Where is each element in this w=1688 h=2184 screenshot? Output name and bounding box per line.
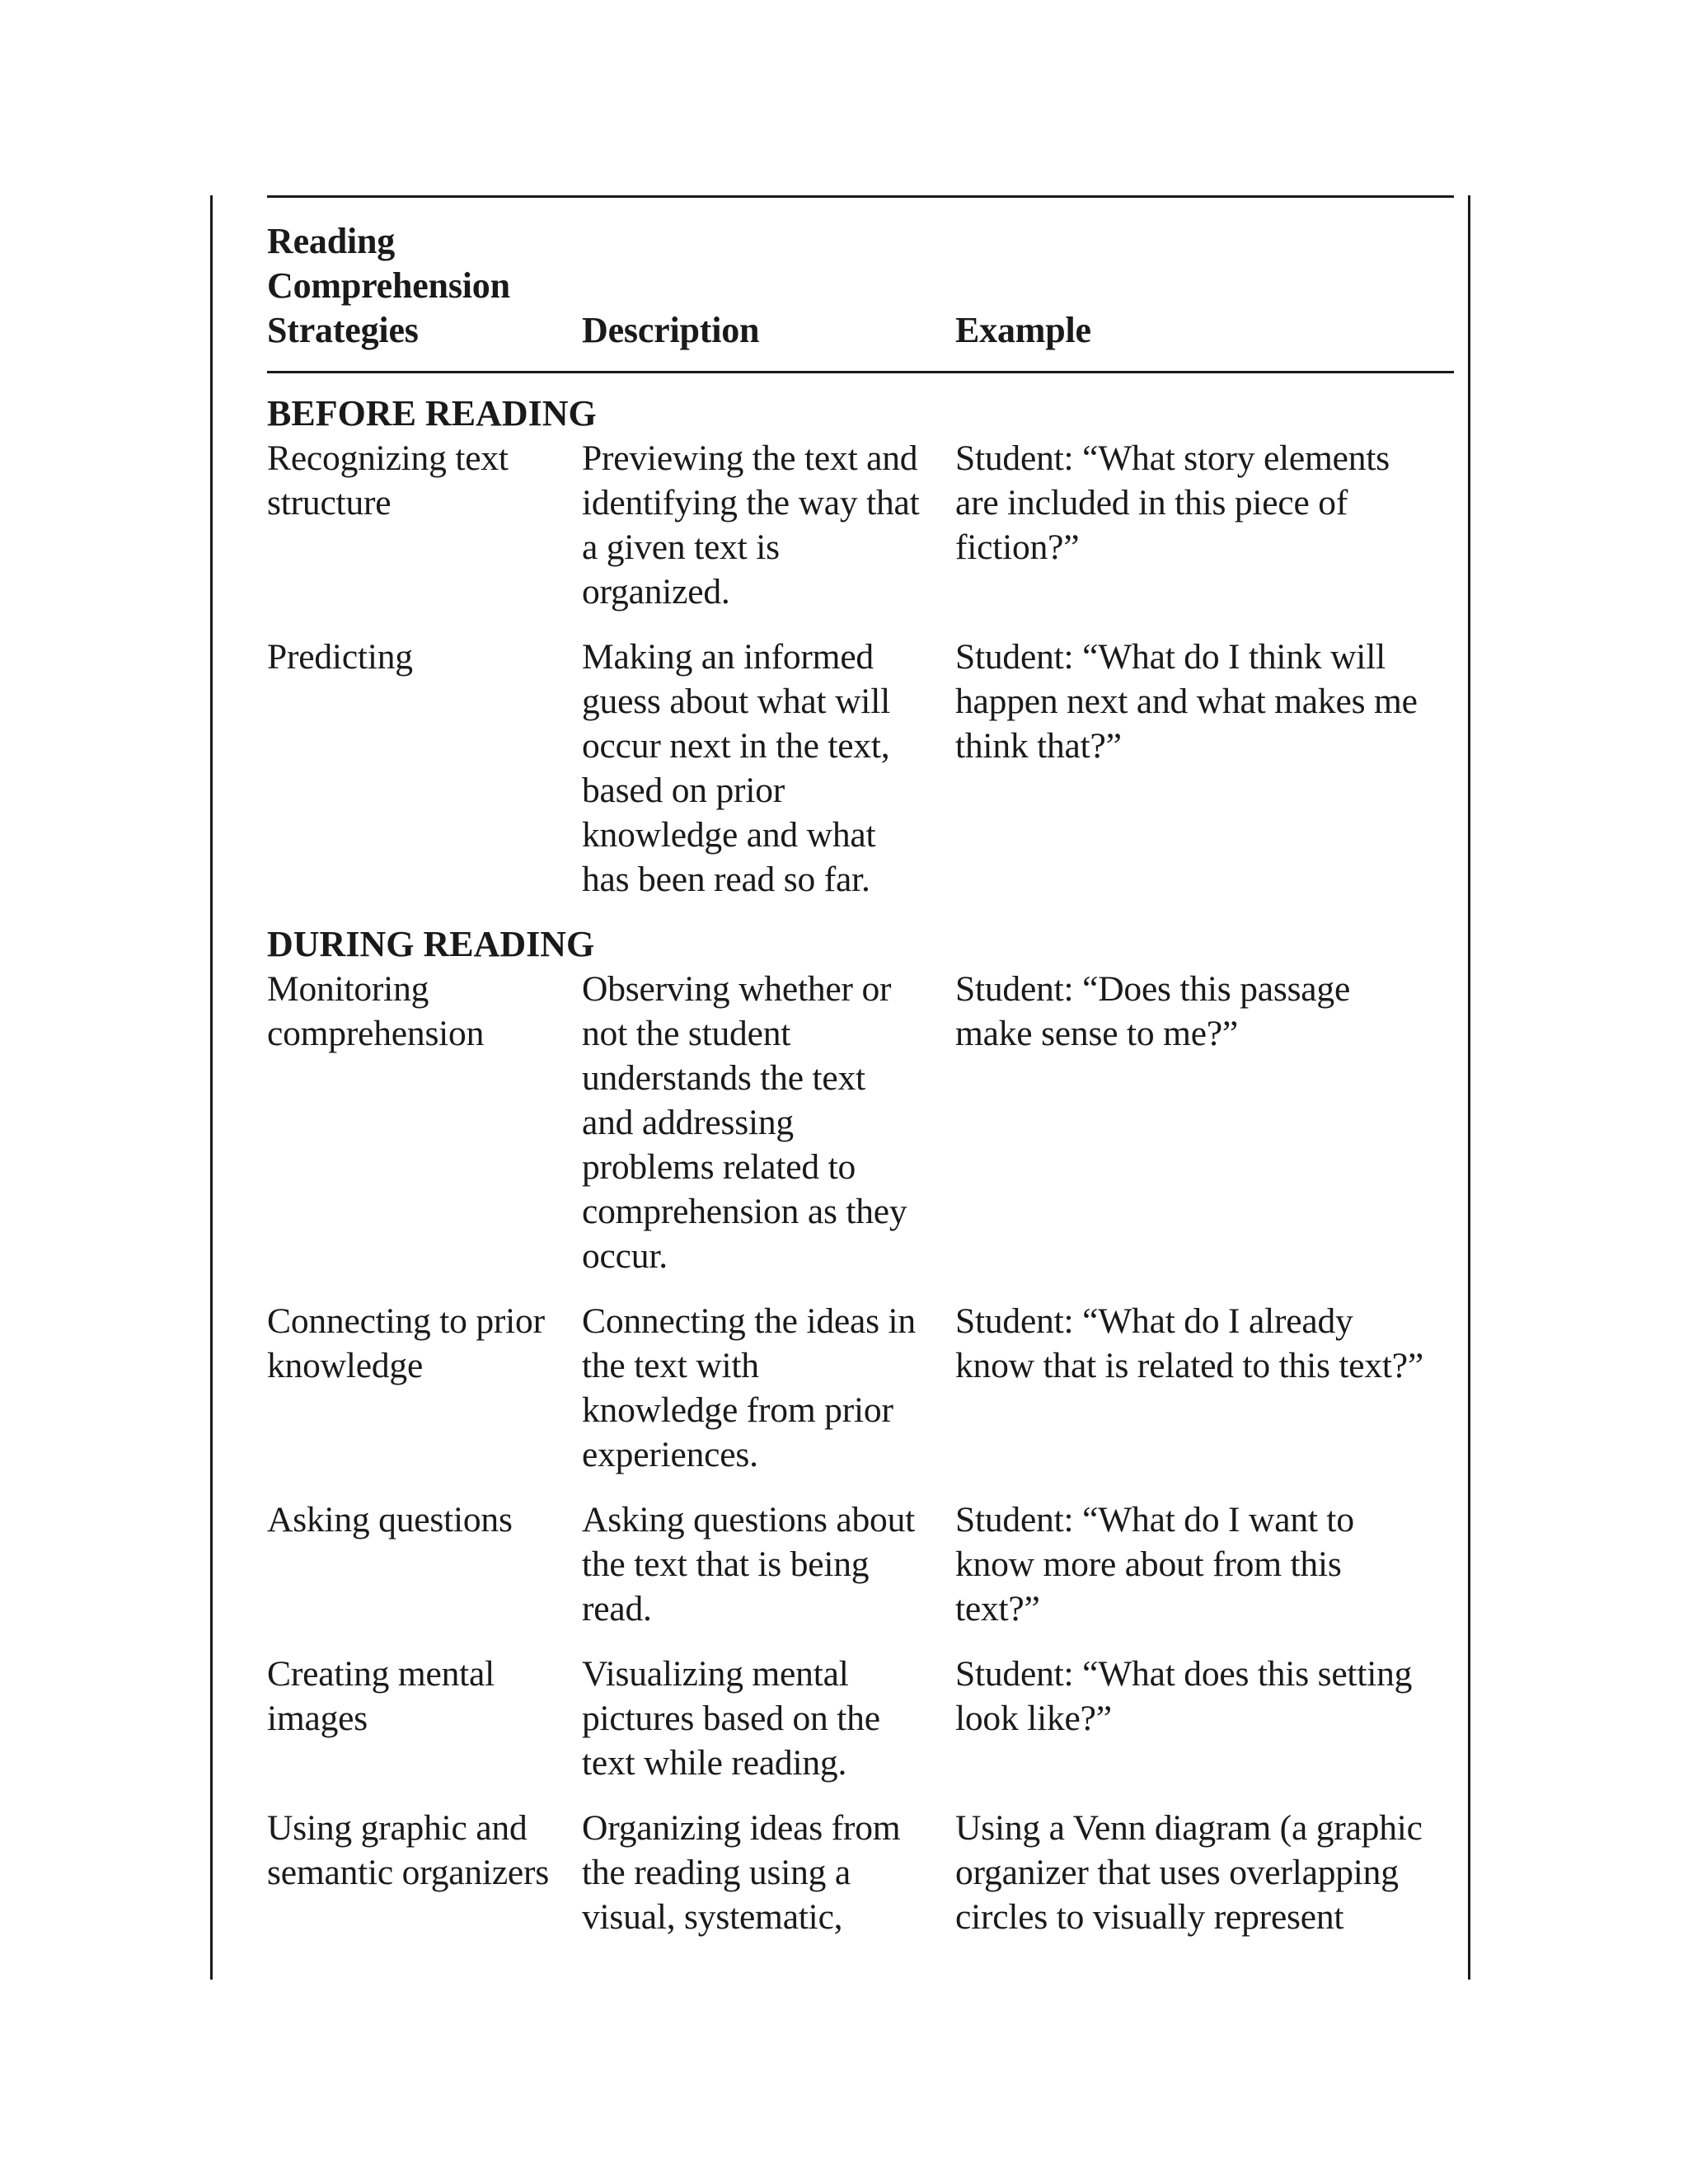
description-cell: Observing whether or not the student understands the text and addressing problems related to comprehension as they occur. [582, 969, 907, 1276]
section-title: DURING READING [267, 924, 595, 964]
description-cell: Asking questions about the text that is being read. [582, 1500, 916, 1629]
header-description: Description [582, 310, 760, 350]
table-row [267, 436, 1454, 614]
example-cell: Student: “What does this setting look like?” [955, 1654, 1413, 1738]
table-body [267, 373, 1454, 1939]
description-cell: Visualizing mental pictures based on the text while reading. [582, 1654, 880, 1783]
section-before-reading [267, 391, 1454, 902]
example-cell: Student: “What story elements are included in this piece of fiction?” [955, 438, 1390, 567]
example-cell: Student: “What do I think will happen next and what makes me think that?” [955, 637, 1418, 766]
strategy-cell: Recognizing text structure [267, 438, 509, 523]
strategy-cell: Connecting to prior knowledge [267, 1301, 545, 1385]
description-cell: Organizing ideas from the reading using a visual, systematic, [582, 1808, 901, 1937]
strategies-table [267, 195, 1454, 1960]
strategy-cell: Asking questions [267, 1500, 513, 1540]
description-cell: Connecting the ideas in the text with knowledge from prior experiences. [582, 1301, 916, 1474]
table-row [267, 1299, 1454, 1477]
description-cell: Making an informed guess about what will occur next in the text, based on prior knowledge and what has been read so far. [582, 637, 890, 899]
header-strategy: Reading Comprehension Strategies [267, 221, 510, 350]
table-row [267, 967, 1454, 1278]
strategy-cell: Using graphic and semantic organizers [267, 1808, 550, 1892]
table-row [267, 635, 1454, 902]
example-cell: Using a Venn diagram (a graphic organizer that uses overlapping circles to visually represent [955, 1808, 1423, 1937]
example-cell: Student: “What do I already know that is related to this text?” [955, 1301, 1424, 1385]
table-row [267, 1806, 1454, 1939]
strategy-cell: Predicting [267, 637, 413, 677]
right-margin-rule [1468, 195, 1470, 1980]
table-row [267, 1652, 1454, 1785]
left-margin-rule [210, 195, 213, 1980]
section-during-reading [267, 922, 1454, 1939]
example-cell: Student: “What do I want to know more about from this text?” [955, 1500, 1354, 1629]
section-title: BEFORE READING [267, 393, 597, 434]
strategy-cell: Monitoring comprehension [267, 969, 485, 1053]
table-row [267, 1497, 1454, 1631]
table-header [267, 198, 1454, 371]
strategy-cell: Creating mental images [267, 1654, 495, 1738]
header-example: Example [955, 310, 1091, 350]
example-cell: Student: “Does this passage make sense to me?” [955, 969, 1351, 1053]
description-cell: Previewing the text and identifying the way that a given text is organized. [582, 438, 920, 612]
